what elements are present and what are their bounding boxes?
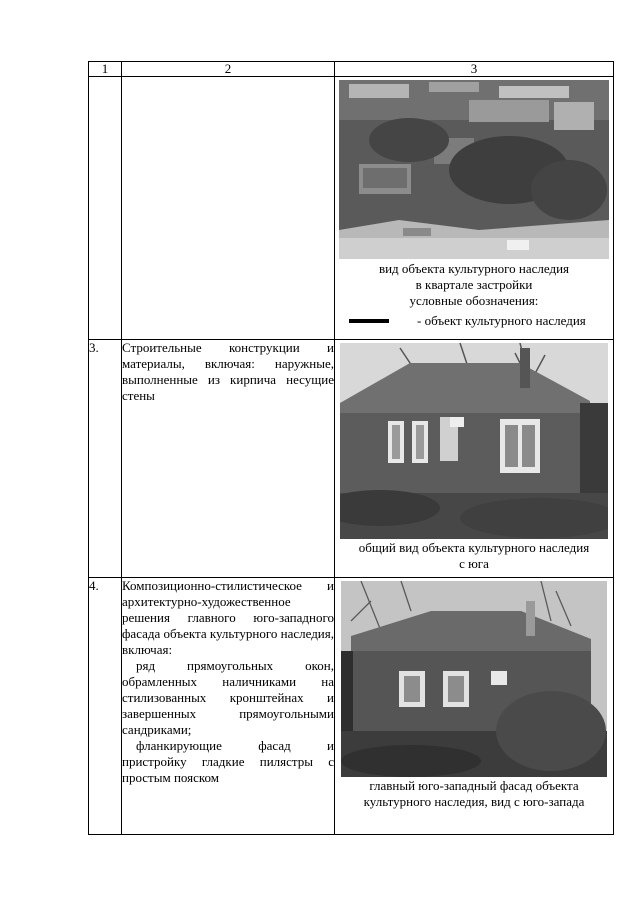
- south-view-photo: [340, 343, 608, 539]
- legend-title: условные обозначения:: [409, 293, 539, 308]
- aerial-photo: [339, 80, 609, 259]
- header-col-3: 3: [335, 62, 614, 77]
- photo-caption: общий вид объекта культурного наследия с юга: [358, 540, 590, 571]
- heritage-object-line-icon: [349, 319, 389, 323]
- table-row: [89, 340, 614, 578]
- description-paragraph: ряд прямоугольных окон, обрамленных наличниками на стилизованных кронштейнах и завершенных прямоугольными сандриками;: [122, 658, 334, 737]
- description-cell: [122, 77, 335, 340]
- photo-cell: [335, 77, 614, 340]
- number-cell: [89, 77, 122, 340]
- description-paragraph: Строительные конструкции и материалы, включая: наружные, выполненные из кирпича несущие стены: [122, 340, 334, 403]
- photo-caption: главный юго-западный фасад объекта культурного наследия, вид с юго-запада: [363, 778, 585, 809]
- table-row: [89, 578, 614, 835]
- header-row: [89, 62, 614, 77]
- photo-cell: [335, 340, 614, 578]
- header-col-2: 2: [122, 62, 335, 77]
- photo-cell: [335, 578, 614, 835]
- description-paragraph: Композиционно-стилистическое и архитектурно-художественное решения главного юго-западного фасада объекта культурного наследия, включая:: [122, 578, 334, 657]
- row-number: 4.: [89, 578, 122, 835]
- row-description: [122, 340, 335, 578]
- description-paragraph: фланкирующие фасад и пристройку гладкие пилястры с простым пояском: [122, 738, 334, 785]
- heritage-table: [88, 61, 614, 835]
- row-number: 3.: [89, 340, 122, 578]
- table-row-continued: [89, 77, 614, 340]
- photo-caption: вид объекта культурного наследия в квартале застройки: [378, 261, 570, 292]
- southwest-facade-photo: [341, 581, 607, 777]
- legend: [335, 313, 613, 335]
- header-col-1: 1: [89, 62, 122, 77]
- legend-item-label: - объект культурного наследия: [417, 313, 586, 328]
- row-description: [122, 578, 335, 835]
